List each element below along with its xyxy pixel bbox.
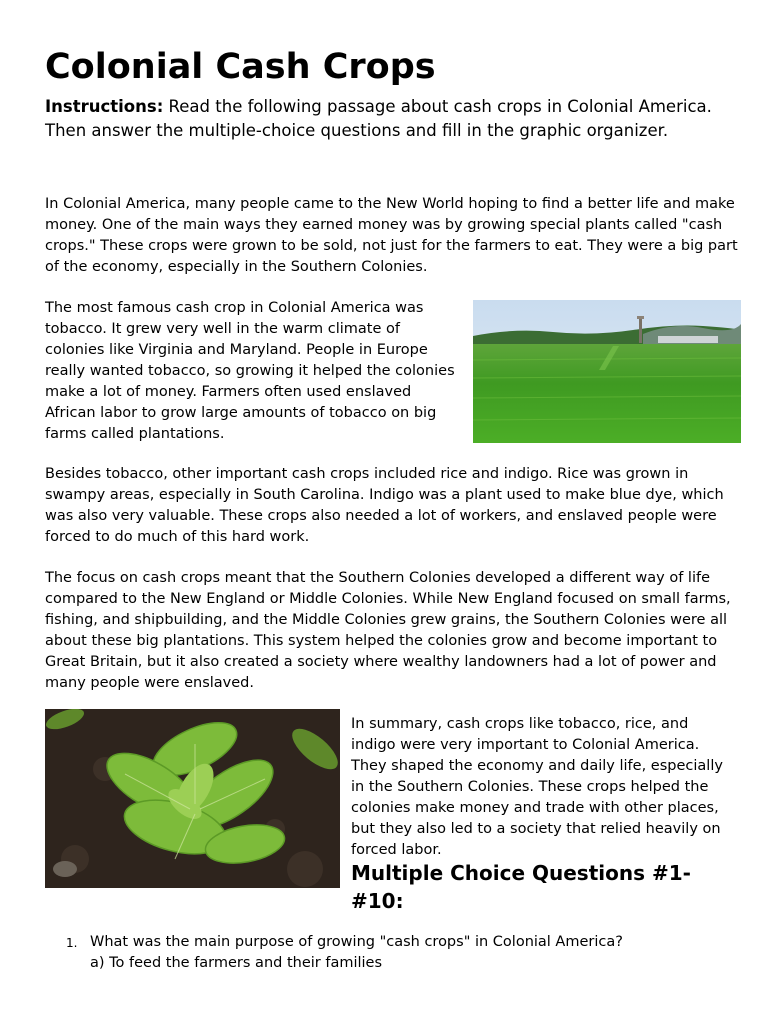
- paragraph-southern-colonies: The focus on cash crops meant that the Southern Colonies developed a different way of life compared to the New England or Middle Colonies. While New England focused on small farms, fishing, and shipbuilding, and the Middle Colonies grew grains, the Southern Colonies were all about these big plantations. This system helped the colonies grow and become important to Great Britain, but it also created a society where wealthy landowners had a lot of power and many people were enslaved.: [45, 570, 731, 691]
- instructions-text: Read the following passage about cash crops in Colonial America. Then answer the multiple-choice questions and fill in the graphic organizer.: [45, 97, 712, 140]
- section-heading-multiple-choice: Multiple Choice Questions #1-#10:: [351, 861, 691, 913]
- paragraph-tobacco: The most famous cash crop in Colonial America was tobacco. It grew very well in the warm climate of colonies like Virginia and Maryland. People in Europe really wanted tobacco, so growing it helped the colonies make a lot of money. Farmers often used enslaved African labor to grow large amounts of tobacco on big farms called plantations.: [45, 300, 455, 442]
- question-option-a: a) To feed the farmers and their families: [90, 955, 383, 971]
- page-title: Colonial Cash Crops: [45, 47, 436, 87]
- paragraph-rice-indigo: Besides tobacco, other important cash crops included rice and indigo. Rice was grown in swampy areas, especially in South Carolina. Indigo was a plant used to make blue dye, which was also very valuable. These crops also needed a lot of workers, and enslaved people were forced to do much of this hard work.: [45, 466, 724, 545]
- question-number: 1.: [66, 936, 78, 950]
- instructions-label: Instructions:: [45, 97, 164, 116]
- paragraph-intro: In Colonial America, many people came to the New World hoping to find a better life and make money. One of the main ways they earned money was by growing special plants called "cash crops." These crops were grown to be sold, not just for the farmers to eat. They were a big part of the economy, especially in the Southern Colonies.: [45, 196, 738, 275]
- rice-field-photo: [473, 300, 741, 443]
- instructions: [45, 95, 741, 143]
- tobacco-plant-photo: [45, 709, 340, 888]
- question-text: What was the main purpose of growing "cash crops" in Colonial America?: [90, 934, 623, 950]
- paragraph-summary: In summary, cash crops like tobacco, rice, and indigo were very important to Colonial America. They shaped the economy and daily life, especially in the Southern Colonies. These crops helped the colonies make money and trade with other places, but they also led to a society that relied heavily on forced labor.: [351, 716, 723, 858]
